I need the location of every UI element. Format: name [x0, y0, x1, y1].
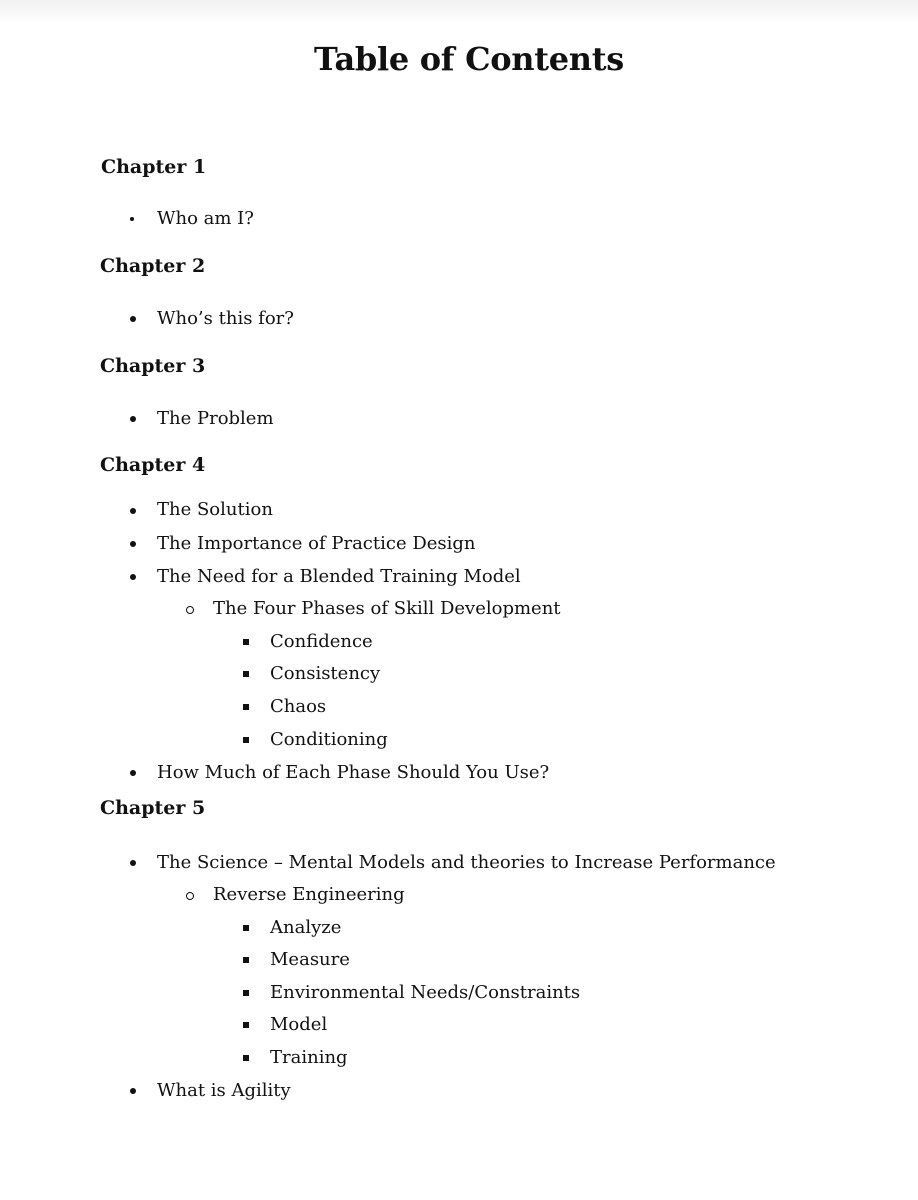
toc-subsubitem-conditioning: Conditioning — [270, 729, 388, 750]
chapter-4-heading: Chapter 4 — [100, 454, 206, 476]
square-bullet-icon — [243, 671, 249, 677]
toc-item-blended-training-model: The Need for a Blended Training Model — [157, 566, 521, 587]
hollow-bullet-icon — [186, 892, 194, 900]
bullet-icon — [130, 416, 136, 422]
chapter-2-heading: Chapter 2 — [100, 255, 206, 277]
toc-item-the-science: The Science – Mental Models and theories to Increase Performance — [157, 852, 776, 873]
page-top-shadow — [0, 0, 918, 24]
page-title: Table of Contents — [314, 40, 624, 78]
chapter-5-heading: Chapter 5 — [100, 797, 206, 819]
bullet-icon — [130, 217, 134, 221]
bullet-icon — [130, 574, 136, 580]
toc-subsubitem-training: Training — [270, 1047, 348, 1068]
toc-item-the-problem: The Problem — [157, 408, 274, 429]
toc-subsubitem-environmental-needs: Environmental Needs/Constraints — [270, 982, 581, 1003]
square-bullet-icon — [243, 1055, 249, 1061]
square-bullet-icon — [243, 704, 249, 710]
bullet-icon — [130, 316, 136, 322]
toc-item-practice-design: The Importance of Practice Design — [157, 533, 476, 554]
chapter-3-heading: Chapter 3 — [100, 355, 206, 377]
square-bullet-icon — [243, 639, 249, 645]
toc-subsubitem-model: Model — [270, 1014, 328, 1035]
toc-subitem-four-phases: The Four Phases of Skill Development — [213, 598, 561, 619]
square-bullet-icon — [243, 990, 249, 996]
bullet-icon — [130, 770, 136, 776]
bullet-icon — [130, 1088, 136, 1094]
toc-subsubitem-chaos: Chaos — [270, 696, 327, 717]
toc-item-whos-this-for: Who’s this for? — [157, 308, 294, 329]
bullet-icon — [130, 541, 136, 547]
toc-item-who-am-i: Who am I? — [157, 208, 254, 229]
toc-subsubitem-consistency: Consistency — [270, 663, 381, 684]
hollow-bullet-icon — [186, 606, 194, 614]
toc-subsubitem-confidence: Confidence — [270, 631, 373, 652]
toc-subitem-reverse-engineering: Reverse Engineering — [213, 884, 405, 905]
toc-item-how-much-each-phase: How Much of Each Phase Should You Use? — [157, 762, 550, 783]
square-bullet-icon — [243, 957, 249, 963]
bullet-icon — [130, 508, 136, 514]
toc-subsubitem-analyze: Analyze — [270, 917, 342, 938]
toc-subsubitem-measure: Measure — [270, 949, 350, 970]
square-bullet-icon — [243, 1022, 249, 1028]
toc-item-what-is-agility: What is Agility — [157, 1080, 291, 1101]
square-bullet-icon — [243, 925, 249, 931]
toc-item-the-solution: The Solution — [157, 499, 273, 520]
square-bullet-icon — [243, 737, 249, 743]
chapter-1-heading: Chapter 1 — [101, 156, 207, 178]
bullet-icon — [130, 860, 136, 866]
